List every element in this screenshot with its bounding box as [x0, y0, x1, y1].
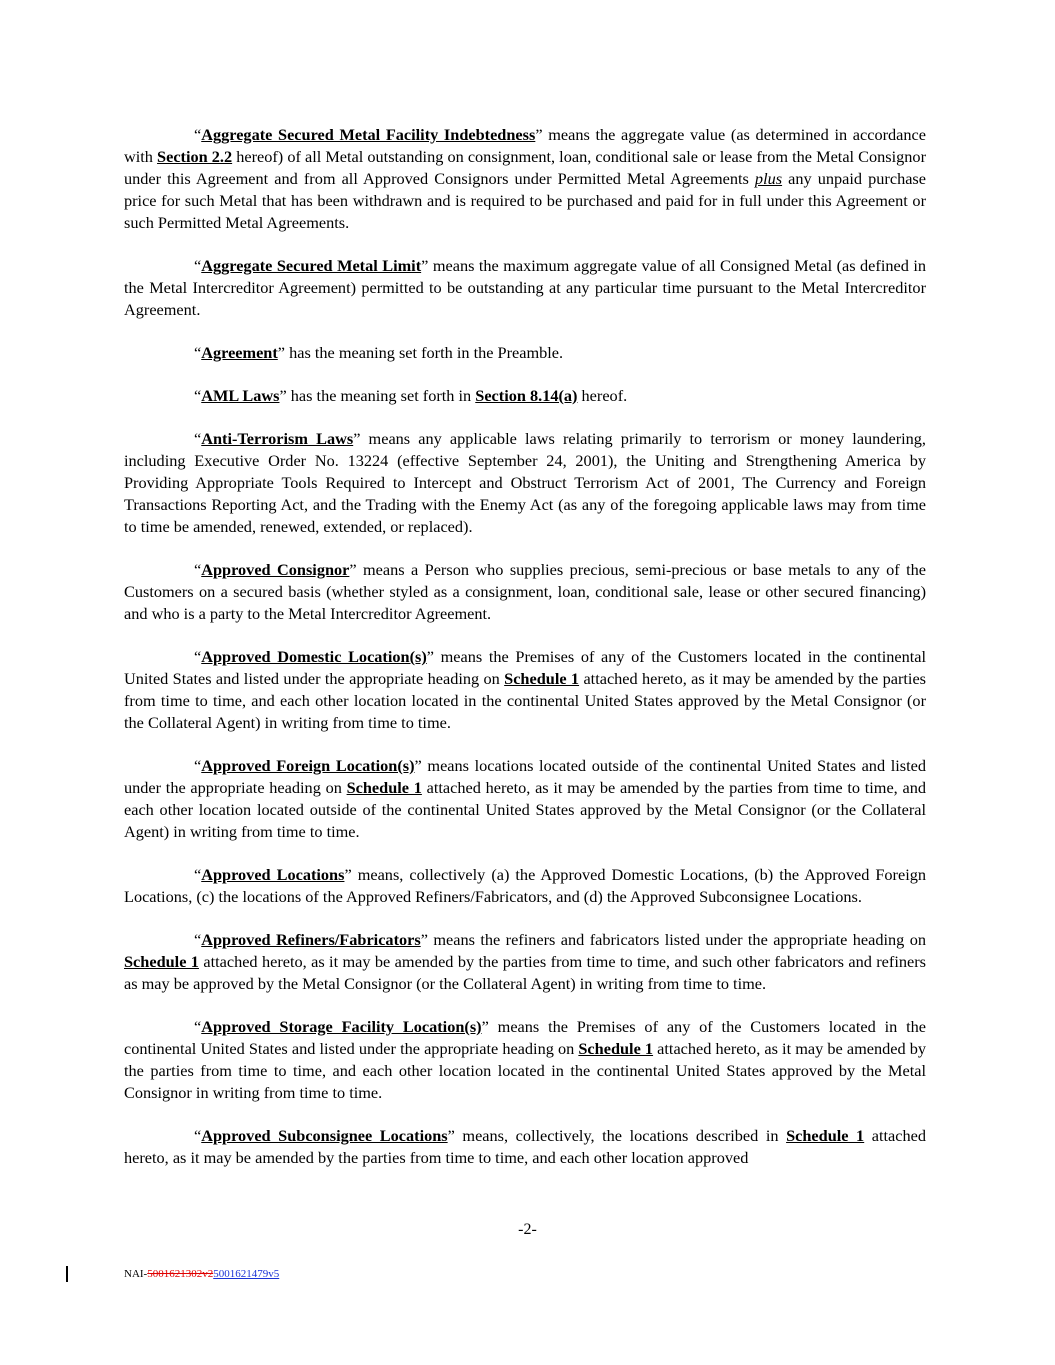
defined-term: Approved Domestic Location(s)	[201, 647, 427, 666]
definition-text: hereof.	[577, 386, 628, 405]
definition-paragraph: “Approved Foreign Location(s)” means locations located outside of the continental United States and listed under the appropriate heading on Schedule 1 attached hereto, as it may be amended by the parties from time to time, and each other location located outside of the continental United States approved by the Metal Consignor (or the Collateral Agent) in writing from time to time.	[124, 756, 926, 841]
definition-text: ” means locations located outside of the continental United States and listed under the appropriate heading on	[124, 756, 926, 797]
footer-prefix: NAI-	[124, 1268, 148, 1280]
footer-document-id	[124, 1267, 279, 1281]
defined-term: Anti-Terrorism Laws	[201, 429, 354, 448]
defined-term: Aggregate Secured Metal Limit	[201, 256, 422, 275]
definition-text: ” means the Premises of any of the Customers located in the continental United States and listed under the appropriate heading on	[124, 1017, 926, 1058]
footer-inserted-id: 5001621479v5	[213, 1268, 280, 1280]
definition-text: ” means any applicable laws relating primarily to terrorism or money laundering, including Executive Order No. 13224 (effective September 24, 2001), the Uniting and Strengthening America by Providing Appropriate Tools Required to Intercept and Obstruct Terrorism Act of 2001, The Currency and Foreign Transactions Reporting Act, and the Trading with the Enemy Act (as any of the foregoing applicable laws may from time to time be amended, renewed, extended, or replaced).	[124, 429, 926, 536]
defined-term: Approved Consignor	[201, 560, 350, 579]
definition-paragraph: “Anti-Terrorism Laws” means any applicable laws relating primarily to terrorism or money laundering, including Executive Order No. 13224 (effective September 24, 2001), the Uniting and Strengthening America by Providing Appropriate Tools Required to Intercept and Obstruct Terrorism Act of 2001, The Currency and Foreign Transactions Reporting Act, and the Trading with the Enemy Act (as any of the foregoing applicable laws may from time to time be amended, renewed, extended, or replaced).	[124, 429, 926, 536]
section-reference: Schedule 1	[786, 1126, 865, 1145]
definition-text: attached hereto, as it may be amended by the parties from time to time, and each other location located outside of the continental United States approved by the Metal Consignor (or the Collateral Agent) in writing from time to time.	[124, 778, 926, 841]
definition-text: ” means the aggregate value (as determined in accordance with	[124, 125, 926, 166]
definition-text: attached hereto, as it may be amended by the parties from time to time, and each other location located in the continental United States approved by the Metal Consignor in writing from time to time.	[124, 1039, 927, 1102]
definition-text: any unpaid purchase price for such Metal that has been withdrawn and is required to be purchased and paid for in full under this Agreement or such Permitted Metal Agreements.	[124, 169, 926, 232]
definition-text: ” has the meaning set forth in	[279, 386, 476, 405]
definition-paragraph: “Approved Refiners/Fabricators” means the refiners and fabricators listed under the appropriate heading on Schedule 1 attached hereto, as it may be amended by the parties from time to time, and such other fabricators and refiners as may be approved by the Metal Consignor (or the Collateral Agent) in writing from time to time.	[124, 930, 926, 993]
section-reference: Schedule 1	[124, 952, 199, 971]
definition-text: ” means the Premises of any of the Customers located in the continental United States and listed under the appropriate heading on	[124, 647, 926, 688]
definition-text: hereof) of all Metal outstanding on consignment, loan, conditional sale or lease from the Metal Consignor under this Agreement and from all Approved Consignors under Permitted Metal Agreements	[124, 147, 926, 188]
definition-paragraph: “AML Laws” has the meaning set forth in Section 8.14(a) hereof.	[194, 386, 628, 405]
change-bar	[66, 1266, 68, 1282]
definition-text: ” means, collectively, the locations described in	[447, 1126, 787, 1145]
section-reference: Section 2.2	[157, 147, 233, 166]
section-reference: Schedule 1	[346, 778, 422, 797]
definition-text: ” means the refiners and fabricators listed under the appropriate heading on	[420, 930, 926, 949]
definition-text: ” has the meaning set forth in the Preamble.	[277, 343, 564, 362]
definition-paragraph: “Aggregate Secured Metal Facility Indebtedness” means the aggregate value (as determined in accordance with Section 2.2 hereof) of all Metal outstanding on consignment, loan, conditional sale or lease from the Metal Consignor under this Agreement and from all Approved Consignors under Permitted Metal Agreements plus any unpaid purchase price for such Metal that has been withdrawn and is required to be purchased and paid for in full under this Agreement or such Permitted Metal Agreements.	[124, 125, 926, 232]
section-reference: Schedule 1	[578, 1039, 654, 1058]
definition-paragraph: “Approved Consignor” means a Person who supplies precious, semi-precious or base metals to any of the Customers on a secured basis (whether styled as a consignment, loan, conditional sale, lease or other secured financing) and who is a party to the Metal Intercreditor Agreement.	[124, 560, 926, 623]
defined-term: Agreement	[201, 343, 278, 362]
definition-paragraph: “Approved Subconsignee Locations” means, collectively, the locations described in Schedule 1 attached hereto, as it may be amended by the parties from time to time, and each other location approved	[124, 1126, 926, 1167]
definitions-list	[124, 124, 926, 1169]
definition-paragraph: “Approved Domestic Location(s)” means the Premises of any of the Customers located in the continental United States and listed under the appropriate heading on Schedule 1 attached hereto, as it may be amended by the parties from time to time, and each other location located in the continental United States approved by the Metal Consignor (or the Collateral Agent) in writing from time to time.	[124, 647, 927, 732]
definition-paragraph: “Approved Storage Facility Location(s)” means the Premises of any of the Customers located in the continental United States and listed under the appropriate heading on Schedule 1 attached hereto, as it may be amended by the parties from time to time, and each other location located in the continental United States approved by the Metal Consignor in writing from time to time.	[124, 1017, 927, 1102]
definition-text: ” means a Person who supplies precious, semi-precious or base metals to any of the Customers on a secured basis (whether styled as a consignment, loan, conditional sale, lease or other secured financing) and who is a party to the Metal Intercreditor Agreement.	[124, 560, 926, 623]
defined-term: Approved Refiners/Fabricators	[201, 930, 421, 949]
defined-term: Approved Foreign Location(s)	[201, 756, 415, 775]
defined-term: Approved Locations	[201, 865, 345, 884]
definition-text: ” means the maximum aggregate value of all Consigned Metal (as defined in the Metal Intercreditor Agreement) permitted to be outstanding at any particular time pursuant to the Metal Intercreditor Agreement.	[124, 256, 926, 319]
emphasis-text: plus	[754, 169, 783, 188]
definition-paragraph: “Approved Locations” means, collectively (a) the Approved Domestic Locations, (b) the Approved Foreign Locations, (c) the locations of the Approved Refiners/Fabricators, and (d) the Approved Subconsignee Locations.	[124, 865, 926, 906]
defined-term: Approved Subconsignee Locations	[201, 1126, 448, 1145]
section-reference: Section 8.14(a)	[475, 386, 578, 405]
definition-paragraph: “Agreement” has the meaning set forth in the Preamble.	[194, 343, 564, 362]
section-reference: Schedule 1	[504, 669, 580, 688]
definition-text: attached hereto, as it may be amended by the parties from time to time, and such other fabricators and refiners as may be approved by the Metal Consignor (or the Collateral Agent) in writing from time to time.	[124, 952, 926, 993]
definition-text: attached hereto, as it may be amended by the parties from time to time, and each other location approved	[124, 1126, 926, 1167]
defined-term: Approved Storage Facility Location(s)	[201, 1017, 482, 1036]
footer-deleted-id: 5001621302v2	[147, 1268, 214, 1280]
document-page	[124, 124, 926, 1190]
definition-paragraph: “Aggregate Secured Metal Limit” means the maximum aggregate value of all Consigned Metal (as defined in the Metal Intercreditor Agreement) permitted to be outstanding at any particular time pursuant to the Metal Intercreditor Agreement.	[124, 256, 926, 319]
page-number: -2-	[518, 1221, 537, 1238]
definition-text: ” means, collectively (a) the Approved Domestic Locations, (b) the Approved Foreign Locations, (c) the locations of the Approved Refiners/Fabricators, and (d) the Approved Subconsignee Locations.	[124, 865, 926, 906]
defined-term: Aggregate Secured Metal Facility Indebtedness	[201, 125, 536, 144]
definition-text: attached hereto, as it may be amended by the parties from time to time, and each other location located in the continental United States approved by the Metal Consignor (or the Collateral Agent) in writing from time to time.	[124, 669, 927, 732]
defined-term: AML Laws	[201, 386, 280, 405]
